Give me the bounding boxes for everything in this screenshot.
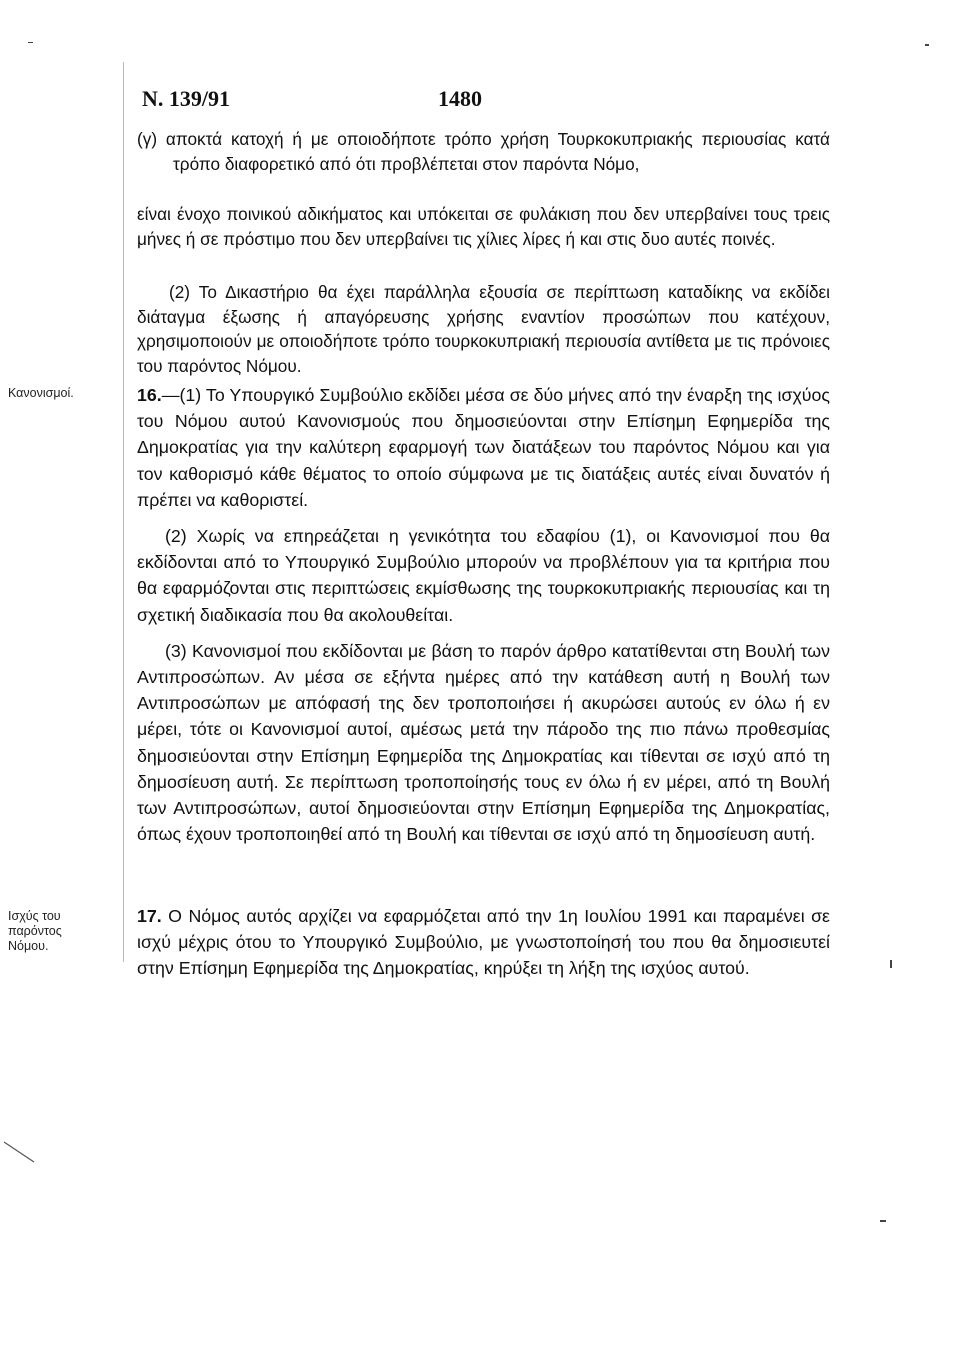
margin-rule-line	[123, 62, 124, 962]
section17	[137, 903, 830, 982]
section15-subsection2-text: (2) Το Δικαστήριο θα έχει παράλληλα εξουσία σε περίπτωση καταδίκης να εκδίδει διάταγμα έξωσης ή απαγόρευσης χρήσης εναντίον προσώπων που κατέχουν, χρησιμοποιούν με οποιοδήποτε τρόπο τουρκοκυπριακή περιουσία αντίθετα με τις πρόνοιες του παρόντος Νόμου.	[137, 282, 830, 376]
item-g-text: (γ) αποκτά κατοχή ή με οποιοδήποτε τρόπο χρήση Τουρκοκυπριακής περιουσίας κατά τρόπο διαφορετικό από ότι προβλέπεται στον παρόντα Νόμο,	[137, 129, 830, 174]
penalty-paragraph	[137, 202, 830, 251]
penalty-text: είναι ένοχο ποινικού αδικήματος και υπόκειται σε φυλάκιση που δεν υπερβαίνει τους τρεις μήνες ή σε πρόστιμο που δεν υπερβαίνει τις χίλιες λίρες ή και στις δυο αυτές ποινές.	[137, 204, 830, 249]
margin-note-validity	[8, 909, 108, 954]
scan-speck-right-1	[890, 960, 892, 968]
scan-speck-top-left	[28, 42, 33, 43]
section15-subsection2	[137, 280, 830, 378]
page-header	[142, 86, 832, 120]
scan-speck-right-2	[880, 1220, 886, 1222]
section17-paragraph	[137, 903, 830, 982]
scan-speck-top-right	[925, 44, 929, 46]
section16-number: 16.	[137, 385, 162, 405]
page-number: 1480	[438, 86, 482, 111]
margin-note-validity-line1: Ισχύς του	[8, 909, 61, 923]
margin-note-validity-line3: Νόμου.	[8, 939, 49, 953]
section17-number: 17.	[137, 906, 162, 926]
law-reference: Ν. 139/91	[142, 86, 230, 111]
section17-text: Ο Νόμος αυτός αρχίζει να εφαρμόζεται από την 1η Ιουλίου 1991 και παραμένει σε ισχύ μέχρις ότου το Υπουργικό Συμβούλιο, με γνωστοποίησή του που θα δημοσιευτεί στην Επίσημη Εφημερίδα της Δημοκρατίας, κηρύξει τη λήξη της ισχύος αυτού.	[137, 906, 830, 979]
scan-stroke-bottom-left	[0, 1138, 40, 1168]
margin-note-regulations: Κανονισμοί.	[8, 386, 74, 400]
item-g-paragraph	[137, 127, 830, 176]
section16-subsection2: (2) Χωρίς να επηρεάζεται η γενικότητα του εδαφίου (1), οι Κανονισμοί που θα εκδίδονται από το Υπουργικό Συμβούλιο μπορούν να προβλέπουν για τα κριτήρια που θα εφαρμόζονται στις περιπτώσεις εκμίσθωσης της τουρκοκυπριακής περιουσίας και τη σχετική διαδικασία που θα ακολουθείται.	[137, 526, 830, 625]
section16-subsection1-text: —(1) Το Υπουργικό Συμβούλιο εκδίδει μέσα σε δύο μήνες από την έναρξη της ισχύος του Νόμου αυτού Κανονισμούς που δημοσιεύονται στην Επίσημη Εφημερίδα της Δημοκρατίας για την καλύτερη εφαρμογή των διατάξεων του παρόντος Νόμου και για τον καθορισμό κάθε θέματος το οποίο σύμφωνα με τις διατάξεις αυτές είναι δυνατόν ή πρέπει να καθοριστεί.	[137, 385, 830, 510]
margin-note-validity-line2: παρόντος	[8, 924, 62, 938]
section16	[137, 382, 830, 847]
section16-subsection1	[137, 382, 830, 513]
section16-subsection3: (3) Κανονισμοί που εκδίδονται με βάση το παρόν άρθρο κατατίθενται στη Βουλή των Αντιπροσώπων. Αν μέσα σε εξήντα ημέρες από την κατάθεση αυτή η Βουλή των Αντιπροσώπων με απόφασή της δεν τροποποιήσει ή ακυρώσει αυτούς εν όλω ή εν μέρει, τότε οι Κανονισμοί αυτοί, αμέσως μετά την πάροδο της πιο πάνω προθεσμίας δημοσιεύονται στην Επίσημη Εφημερίδα της Δημοκρατίας και τίθενται σε ισχύ από τη δημοσίευση αυτή. Σε περίπτωση τροποποίησής τους εν όλω ή εν μέρει, από τη Βουλή των Αντιπροσώπων, αυτοί δημοσιεύονται στην Επίσημη Εφημερίδα της Δημοκρατίας, όπως έχουν τροποποιηθεί από τη Βουλή και τίθενται σε ισχύ από τη δημοσίευση αυτή.	[137, 640, 830, 845]
